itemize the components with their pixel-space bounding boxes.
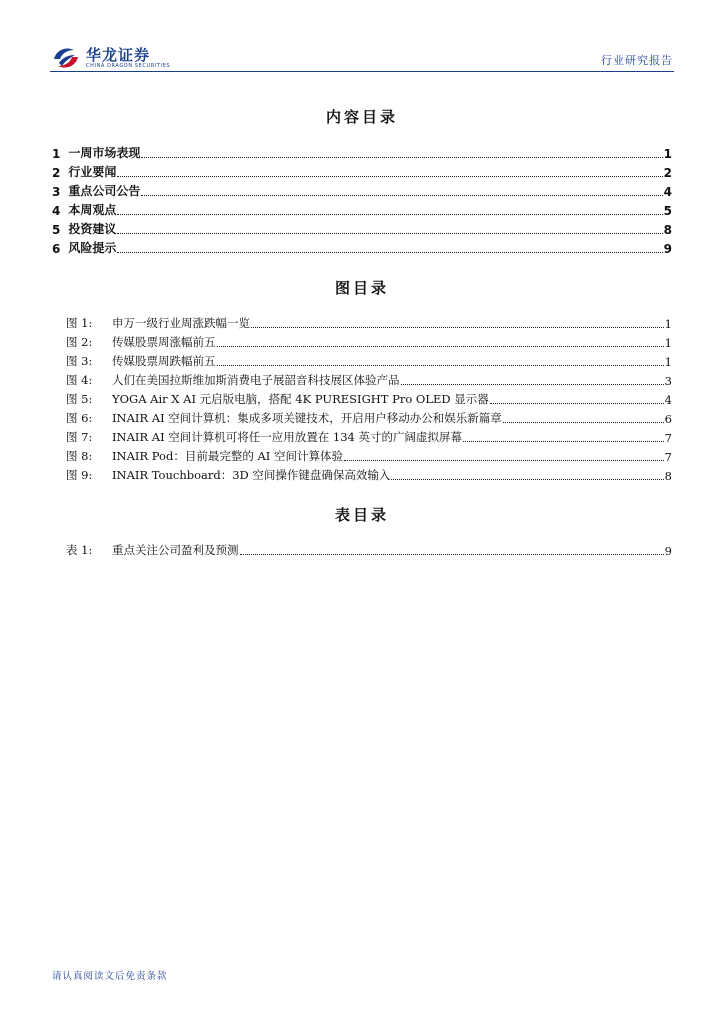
figure-item[interactable] (66, 349, 672, 369)
toc-item-label: 投资建议 (68, 222, 117, 236)
figure-item-label: 传媒股票周跌幅前五 (112, 354, 216, 368)
toc-item-number: 3 (52, 185, 61, 199)
figure-item-number: 图 3: (66, 354, 93, 368)
leader-dots (344, 459, 664, 461)
leader-dots (490, 402, 664, 404)
toc-item-label: 一周市场表现 (68, 146, 141, 160)
toc-item[interactable] (52, 217, 672, 237)
toc-item-number: 1 (52, 147, 61, 161)
table-item-label: 重点关注公司盈利及预测 (112, 543, 239, 557)
leader-dots (240, 553, 664, 555)
figure-item-page: 7 (664, 431, 672, 445)
figure-item-label: INAIR Pod：目前最完整的 AI 空间计算体验 (112, 449, 343, 463)
leader-dots (503, 421, 664, 423)
figure-item[interactable] (66, 330, 672, 350)
toc-item-page: 9 (663, 242, 672, 256)
figure-item-number: 图 8: (66, 449, 93, 463)
figure-item[interactable] (66, 425, 672, 445)
figure-item-label: 申万一级行业周涨跌幅一览 (112, 316, 250, 330)
figure-item-number: 图 1: (66, 316, 93, 330)
toc-item-number: 4 (52, 204, 61, 218)
figure-item-label: INAIR AI 空间计算机：集成多项关键技术，开启用户移动办公和娱乐新篇章 (112, 411, 502, 425)
leader-dots (463, 440, 664, 442)
toc-item-number: 6 (52, 242, 61, 256)
figure-item-number: 图 7: (66, 430, 93, 444)
figure-item[interactable] (66, 463, 672, 483)
leader-dots (117, 175, 662, 177)
company-logo-icon (50, 42, 82, 74)
page-header (0, 0, 724, 80)
figure-item-page: 4 (664, 393, 672, 407)
figure-item-page: 1 (664, 336, 672, 350)
toc-item[interactable] (52, 236, 672, 256)
figure-item-label: 人们在美国拉斯维加斯消费电子展韶音科技展区体验产品 (112, 373, 400, 387)
logo-text-cn: 华龙证券 (86, 46, 151, 64)
leader-dots (251, 326, 664, 328)
figures-title: 图目录 (334, 279, 389, 297)
toc-item[interactable] (52, 198, 672, 218)
logo-text-en: CHINA DRAGON SECURITIES (86, 63, 171, 69)
figure-item-number: 图 6: (66, 411, 93, 425)
leader-dots (391, 478, 663, 480)
figure-item[interactable] (66, 387, 672, 407)
figure-item-number: 图 5: (66, 392, 93, 406)
tables-title: 表目录 (334, 506, 389, 524)
table-item[interactable] (66, 538, 672, 558)
figure-item-page: 1 (664, 317, 672, 331)
toc-title: 内容目录 (325, 108, 398, 126)
toc-item[interactable] (52, 179, 672, 199)
figure-item-page: 3 (664, 374, 672, 388)
leader-dots (141, 194, 662, 196)
figure-item-number: 图 4: (66, 373, 93, 387)
leader-dots (117, 232, 662, 234)
toc-item-label: 重点公司公告 (68, 184, 141, 198)
table-item-number: 表 1: (66, 543, 93, 557)
figure-item-page: 7 (664, 450, 672, 464)
leader-dots (141, 156, 662, 158)
figure-item-page: 1 (664, 355, 672, 369)
leader-dots (117, 213, 662, 215)
leader-dots (217, 364, 664, 366)
figure-item-label: YOGA Air X AI 元启版电脑，搭配 4K PURESIGHT Pro OLED 显示器 (112, 392, 489, 406)
figure-item-page: 8 (664, 469, 672, 483)
figure-item-label: 传媒股票周涨幅前五 (112, 335, 216, 349)
figure-item[interactable] (66, 406, 672, 426)
toc-item-label: 风险提示 (68, 241, 117, 255)
figure-item-label: INAIR Touchboard：3D 空间操作键盘确保高效输入 (112, 468, 391, 482)
figure-item[interactable] (66, 444, 672, 464)
disclaimer-footer: 请认真阅读文后免责条款 (52, 971, 168, 982)
figure-item[interactable] (66, 368, 672, 388)
toc-item-page: 1 (663, 147, 672, 161)
toc-item-page: 8 (663, 223, 672, 237)
report-type-label: 行业研究报告 (601, 54, 673, 67)
toc-item-page: 2 (663, 166, 672, 180)
toc-item[interactable] (52, 160, 672, 180)
figure-item-number: 图 9: (66, 468, 93, 482)
toc-item-number: 2 (52, 166, 61, 180)
figure-item-label: INAIR AI 空间计算机可将任一应用放置在 134 英寸的广阔虚拟屏幕 (112, 430, 463, 444)
toc-item-label: 行业要闻 (68, 165, 117, 179)
toc-item-label: 本周观点 (68, 203, 117, 217)
figure-item[interactable] (66, 311, 672, 331)
toc-item-page: 5 (663, 204, 672, 218)
leader-dots (401, 383, 664, 385)
toc-item-number: 5 (52, 223, 61, 237)
figure-item-page: 6 (664, 412, 672, 426)
table-item-page: 9 (664, 544, 672, 558)
toc-item[interactable] (52, 141, 672, 161)
header-divider (50, 71, 674, 72)
figure-item-number: 图 2: (66, 335, 93, 349)
leader-dots (217, 345, 664, 347)
toc-item-page: 4 (663, 185, 672, 199)
leader-dots (117, 251, 662, 253)
